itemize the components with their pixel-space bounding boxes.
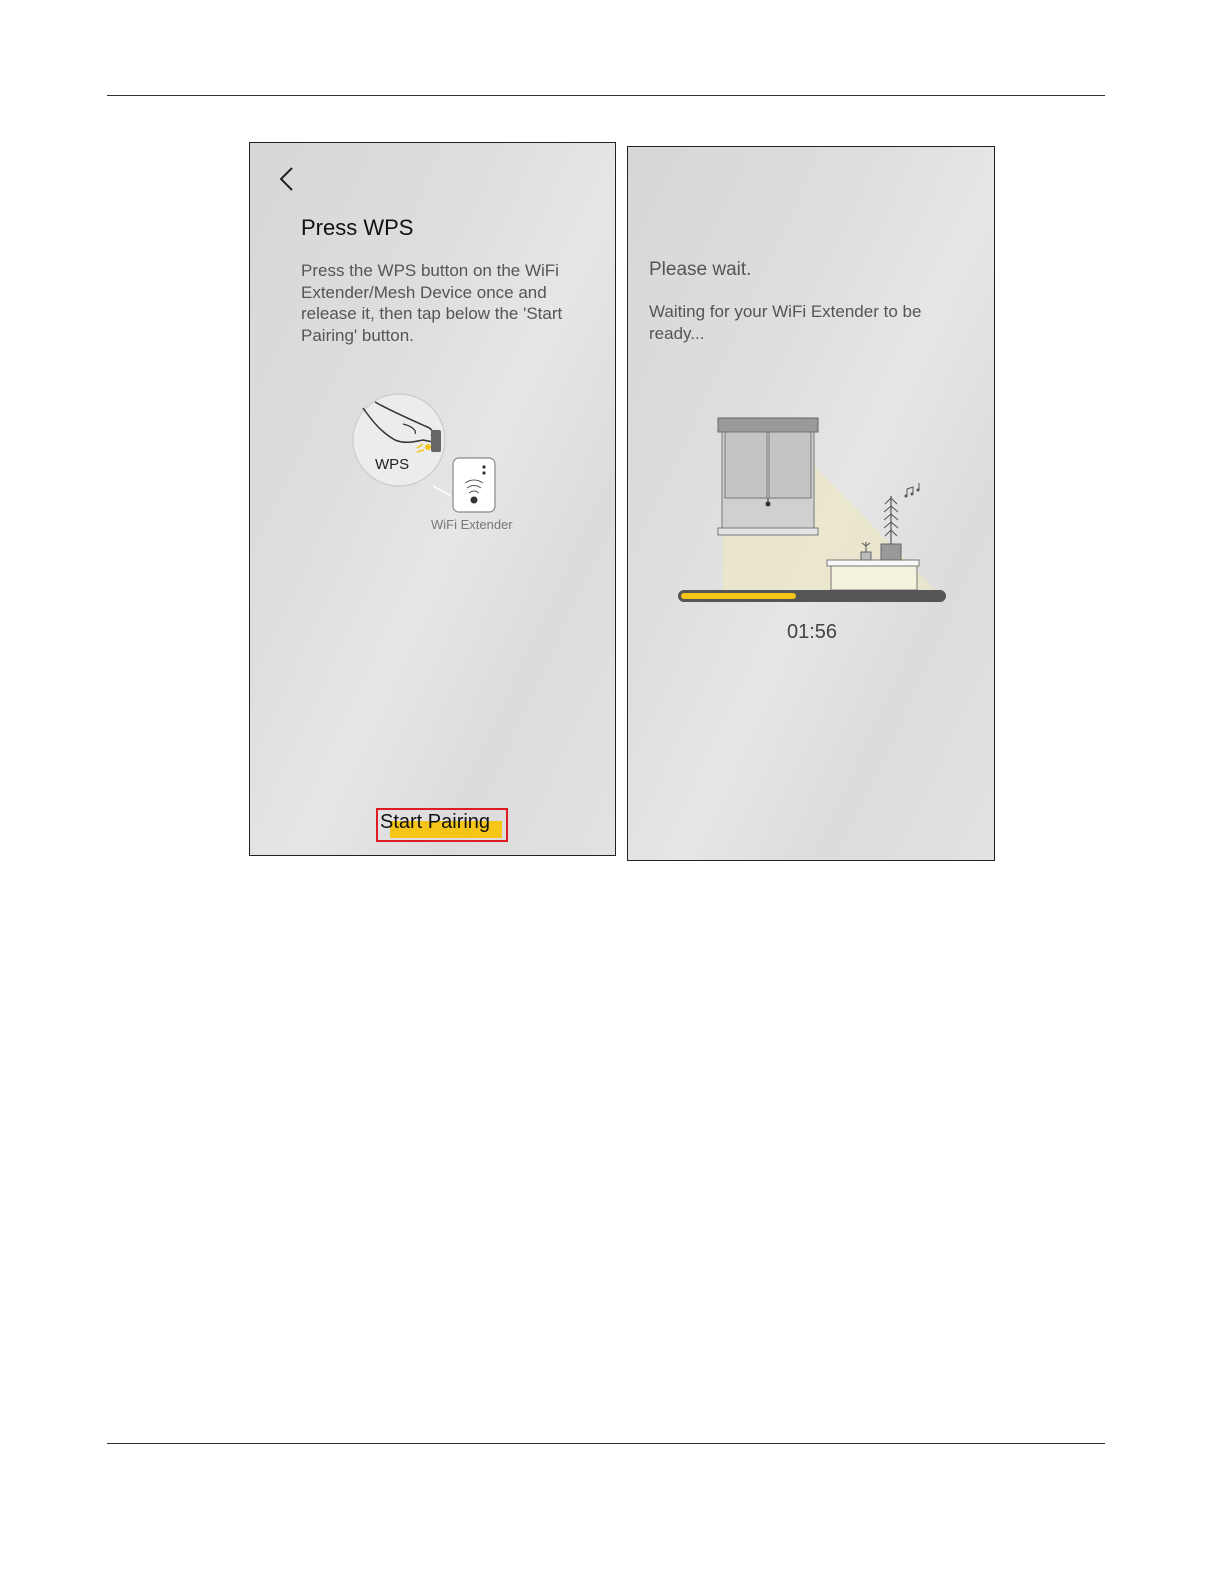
progress-fill: [681, 593, 796, 599]
page-top-rule: [107, 95, 1105, 96]
start-pairing-button[interactable]: [376, 808, 508, 842]
press-wps-screen: [249, 142, 616, 856]
room-waiting-illustration: [673, 412, 953, 612]
progress-bar: [678, 590, 946, 602]
wifi-extender-label: WiFi Extender: [431, 517, 513, 532]
back-arrow-icon[interactable]: [272, 163, 300, 195]
wait-title: Please wait.: [649, 259, 752, 280]
instruction-text: Press the WPS button on the WiFi Extender/Mesh Device once and release it, then tap below the 'Start Pairing' button.: [301, 261, 563, 345]
start-pairing-label: Start Pairing: [380, 811, 491, 833]
please-wait-screen: [627, 146, 995, 861]
wps-label: WPS: [375, 456, 410, 473]
countdown-timer: 01:56: [786, 621, 838, 643]
page-bottom-rule: [107, 1443, 1105, 1444]
page-title: Press WPS: [301, 215, 414, 240]
wait-description: Waiting for your WiFi Extender to be ready...: [649, 302, 922, 343]
wps-press-illustration: [345, 388, 525, 538]
